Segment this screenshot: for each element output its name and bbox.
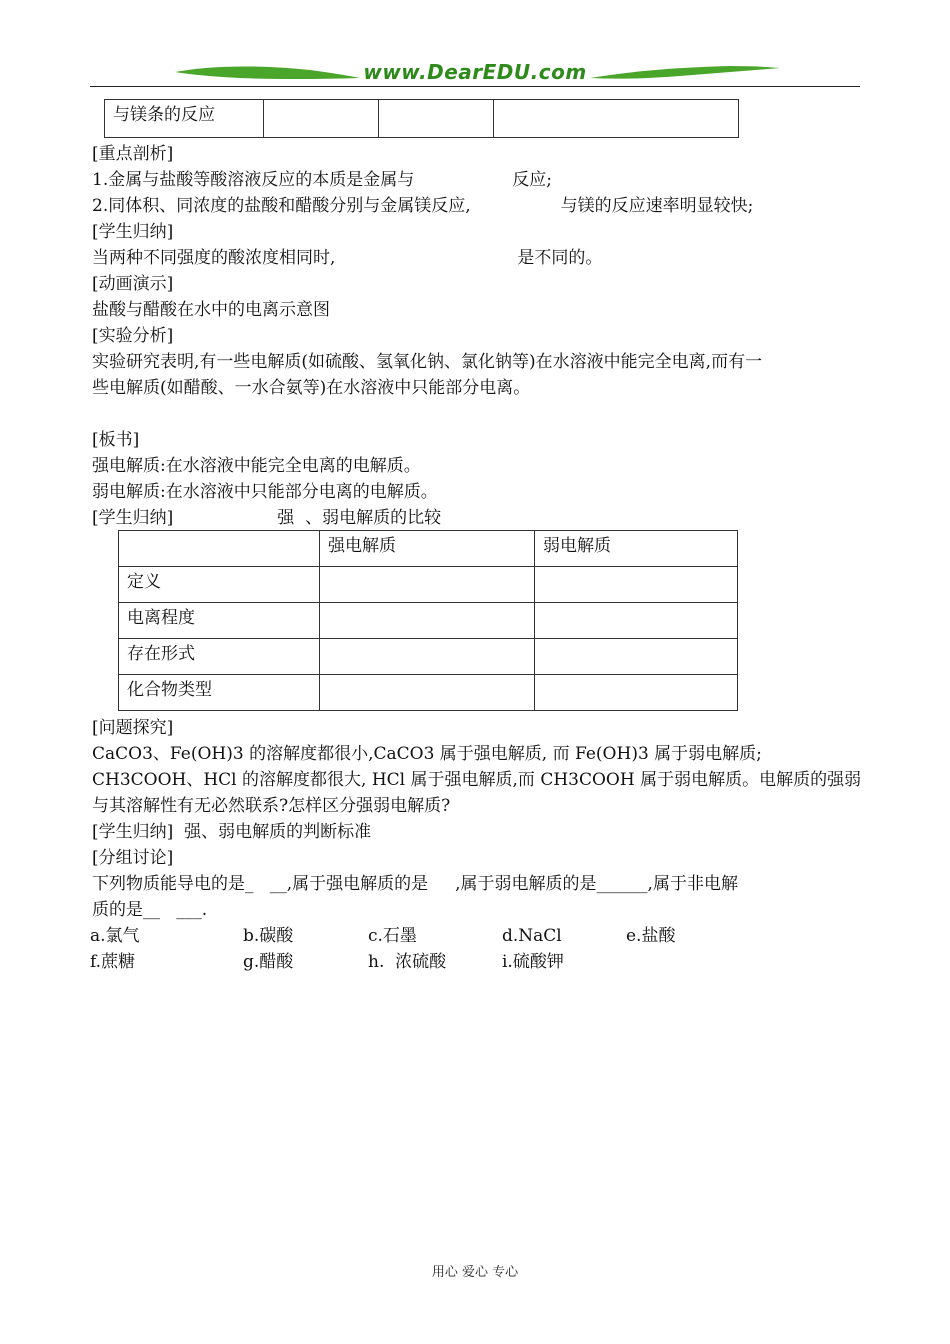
section-heading: [动画演示] — [92, 274, 174, 294]
table-cell — [494, 100, 739, 138]
text-span: 是不同的。 — [517, 248, 603, 268]
option-e: e.盐酸 — [626, 926, 676, 946]
text-line: 实验研究表明,有一些电解质(如硫酸、氢氧化钠、氯化钠等)在水溶液中能完全电离,而有一 — [92, 352, 763, 372]
option-i: i.硫酸钾 — [502, 952, 564, 972]
text-line — [92, 168, 552, 192]
site-logo-text: www.DearEDU.com — [363, 60, 587, 84]
text-line — [92, 194, 753, 218]
table-row — [119, 675, 738, 711]
row-label: 存在形式 — [119, 639, 320, 675]
section-heading: [学生归纳] — [92, 508, 174, 528]
table-cell — [320, 639, 535, 675]
text-line: 质的是__ ___. — [92, 900, 208, 920]
text-span: 当两种不同强度的酸浓度相同时, — [92, 248, 336, 268]
row-label: 化合物类型 — [119, 675, 320, 711]
table-cell — [535, 603, 738, 639]
table-header-row — [119, 531, 738, 567]
header-cell: 强电解质 — [320, 531, 535, 567]
header-rule — [90, 86, 860, 87]
table-cell — [379, 100, 494, 138]
table-row — [119, 567, 738, 603]
option-d: d.NaCl — [502, 926, 562, 946]
text-line — [92, 246, 602, 270]
table-caption: 强 、弱电解质的比较 — [277, 508, 442, 528]
text-span: 2.同体积、同浓度的盐酸和醋酸分别与金属镁反应, — [92, 196, 471, 216]
table-cell — [320, 675, 535, 711]
text-line: [学生归纳] 强、弱电解质的判断标准 — [92, 822, 372, 842]
reaction-table — [104, 99, 739, 138]
text-line: 些电解质(如醋酸、一水合氨等)在水溶液中只能部分电离。 — [92, 378, 531, 398]
table-cell — [535, 567, 738, 603]
text-line: CH3COOH、HCl 的溶解度都很大, HCl 属于强电解质,而 CH3COOH 属于弱电解质。电解质的强弱 — [92, 770, 862, 790]
text-line: 下列物质能导电的是_ __,属于强电解质的是 ,属于弱电解质的是______,属于非电解 — [92, 874, 738, 894]
row-label: 定义 — [119, 567, 320, 603]
text-line: 弱电解质:在水溶液中只能部分电离的电解质。 — [92, 482, 438, 502]
option-a: a.氯气 — [90, 926, 140, 946]
table-cell — [320, 567, 535, 603]
option-f: f.蔗糖 — [90, 952, 136, 972]
section-heading: [板书] — [92, 430, 140, 450]
section-heading: [学生归纳] — [92, 222, 174, 242]
text-span: 1.金属与盐酸等酸溶液反应的本质是金属与 — [92, 170, 415, 190]
text-line: 盐酸与醋酸在水中的电离示意图 — [92, 300, 330, 320]
row-label: 电离程度 — [119, 603, 320, 639]
header-cell — [119, 531, 320, 567]
row-label: 与镁条的反应 — [105, 100, 264, 138]
header-cell: 弱电解质 — [535, 531, 738, 567]
text-line: CaCO3、Fe(OH)3 的溶解度都很小,CaCO3 属于强电解质, 而 Fe(OH)3 属于弱电解质; — [92, 744, 762, 764]
section-heading: [问题探究] — [92, 718, 174, 738]
option-b: b.碳酸 — [243, 926, 294, 946]
option-c: c.石墨 — [368, 926, 417, 946]
table-cell — [535, 675, 738, 711]
table-row — [119, 639, 738, 675]
text-line: 强电解质:在水溶液中能完全电离的电解质。 — [92, 456, 421, 476]
table-cell — [535, 639, 738, 675]
option-h: h. 浓硫酸 — [368, 952, 447, 972]
text-span: 与镁的反应速率明显较快; — [560, 196, 754, 216]
section-heading: [分组讨论] — [92, 848, 174, 868]
section-heading: [实验分析] — [92, 326, 174, 346]
text-span: 反应; — [512, 170, 552, 190]
page-footer: 用心 爱心 专心 — [431, 1265, 519, 1280]
table-row — [105, 100, 739, 138]
text-line — [92, 506, 441, 530]
table-cell — [264, 100, 379, 138]
option-g: g.醋酸 — [243, 952, 294, 972]
section-heading: [重点剖析] — [92, 144, 174, 164]
text-line: 与其溶解性有无必然联系?怎样区分强弱电解质? — [92, 796, 451, 816]
table-row — [119, 603, 738, 639]
comparison-table — [118, 530, 738, 711]
table-cell — [320, 603, 535, 639]
